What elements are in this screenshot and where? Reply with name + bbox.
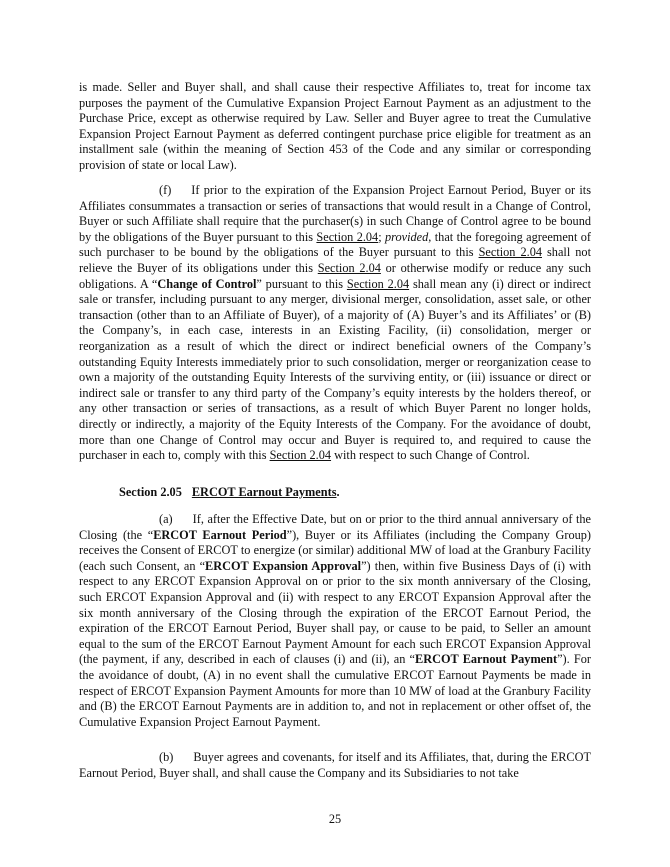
defined-term: ERCOT Earnout Period xyxy=(153,527,287,542)
section-reference: Section 2.04 xyxy=(269,448,332,463)
paragraph-tax-treatment xyxy=(79,80,591,174)
section-title: ERCOT Earnout Payments xyxy=(191,485,337,499)
proviso: provided xyxy=(385,229,429,244)
defined-term: ERCOT Earnout Payment xyxy=(415,652,558,667)
clause-label: (a) xyxy=(159,512,173,526)
section-reference: Section 2.04 xyxy=(317,260,381,275)
section-reference: Section 2.04 xyxy=(316,229,379,244)
section-reference: Section 2.04 xyxy=(478,245,542,260)
defined-term: Change of Control xyxy=(157,276,257,291)
paragraph-a-ercot-earnout: (a) If, after the Effective Date, but on or prior to the third annual anniversary of the Closing (the “ERCOT Earnout Period”), Buyer or its Affiliates (including the Company Group) receives the Consent of ERCOT to energize (or similar) additional MW of load at the Granbury Facility (each such Consent, an “ERCOT Expansion Approval”) then, within five Business Days of (i) with respect to any ERCOT Expansion Approval on or prior to the six month anniversary of the Closing, such ERCOT Expansion Approval and (ii) with respect to any ERCOT Expansion Approval after the six month anniversary of the Closing through the expiration of the ERCOT Earnout Period, the expiration of the ERCOT Earnout Period, Buyer shall pay, or cause to be paid, to Seller an amount equal to the sum of the ERCOT Earnout Payment Amount for each such ERCOT Expansion Approval (the payment, if any, described in each of clauses (i) and (ii), an “ERCOT Earnout Payment”). For the avoidance of doubt, (A) in no event shall the cumulative ERCOT Earnout Payments be made in respect of ERCOT Expansion Payment Amounts for more than 10 MW of load at the Granbury Facility and (B) the ERCOT Earnout Payments are in addition to, and not in replacement or other offset of, the Cumulative Expansion Project Earnout Payment. xyxy=(79,512,591,729)
section-heading: Section 2.05 ERCOT Earnout Payments. xyxy=(119,485,340,499)
section-number: Section 2.05 xyxy=(119,485,182,499)
page-number: 25 xyxy=(328,812,342,826)
paragraph-b-covenants: (b) Buyer agrees and covenants, for itself and its Affiliates, that, during the ERCOT Earnout Period, Buyer shall, and shall cause the Company and its Subsidiaries to not take xyxy=(79,750,591,780)
defined-term: ERCOT Expansion Approval xyxy=(205,558,362,573)
clause-label: (f) xyxy=(159,183,172,197)
paragraph-f-change-of-control: (f) If prior to the expiration of the Expansion Project Earnout Period, Buyer or its Affiliates consummates a transaction or series of transactions that would result in a Change of Control, Buyer or such Affiliate shall require that the purchaser(s) in such Change of Control agree to be bound by the obligations of the Buyer pursuant to this Section 2.04; provided, that the foregoing agreement of such purchaser to be bound by the obligations of the Buyer pursuant to this Section 2.04 shall not relieve the Buyer of its obligations under this Section 2.04 or otherwise modify or reduce any such obligations. A “Change of Control” pursuant to this Section 2.04 shall mean any (i) direct or indirect sale or transfer, including pursuant to any merger, divisional merger, consolidation, asset sale, or other transaction (other than to an Affiliate of Buyer), of a majority of (A) Buyer’s and its Affiliates’ or (B) the Company’s, in each case, interests in an Existing Facility, (ii) consolidation, merger or reorganization as a result of which the direct or indirect beneficial owners of the Company’s outstanding Equity Interests immediately prior to such consolidation, merger or reorganization cease to own a majority of the outstanding Equity Interests of the surviving entity, or (iii) issuance or direct or indirect sale or transfer to any third party of the Company’s equity interests by the holders thereof, or any other transaction or series of transactions, as a result of which Buyer Parent no longer holds, directly or indirectly, a majority of the Equity Interests of the Company. For the avoidance of doubt, more than one Change of Control may occur and Buyer is required to, and required to cause the purchaser in each to, comply with this Section 2.04 with respect to such Change of Control. xyxy=(79,183,592,463)
paragraph-text: is made. Seller and Buyer shall, and shall cause their respective Affiliates to, treat for income tax purposes the payment of the Cumulative Expansion Project Earnout Payment as an adjustment to the Purchase Price, except as otherwise required by Law. Seller and Buyer agree to treat the Cumulative Expansion Project Earnout Payment as deferred contingent purchase price eligible for treatment as an installment sale (within the meaning of Section 453 of the Code and any similar or corresponding provision of state or local Law). xyxy=(79,80,591,172)
clause-label: (b) xyxy=(159,750,174,764)
section-reference: Section 2.04 xyxy=(346,276,410,291)
